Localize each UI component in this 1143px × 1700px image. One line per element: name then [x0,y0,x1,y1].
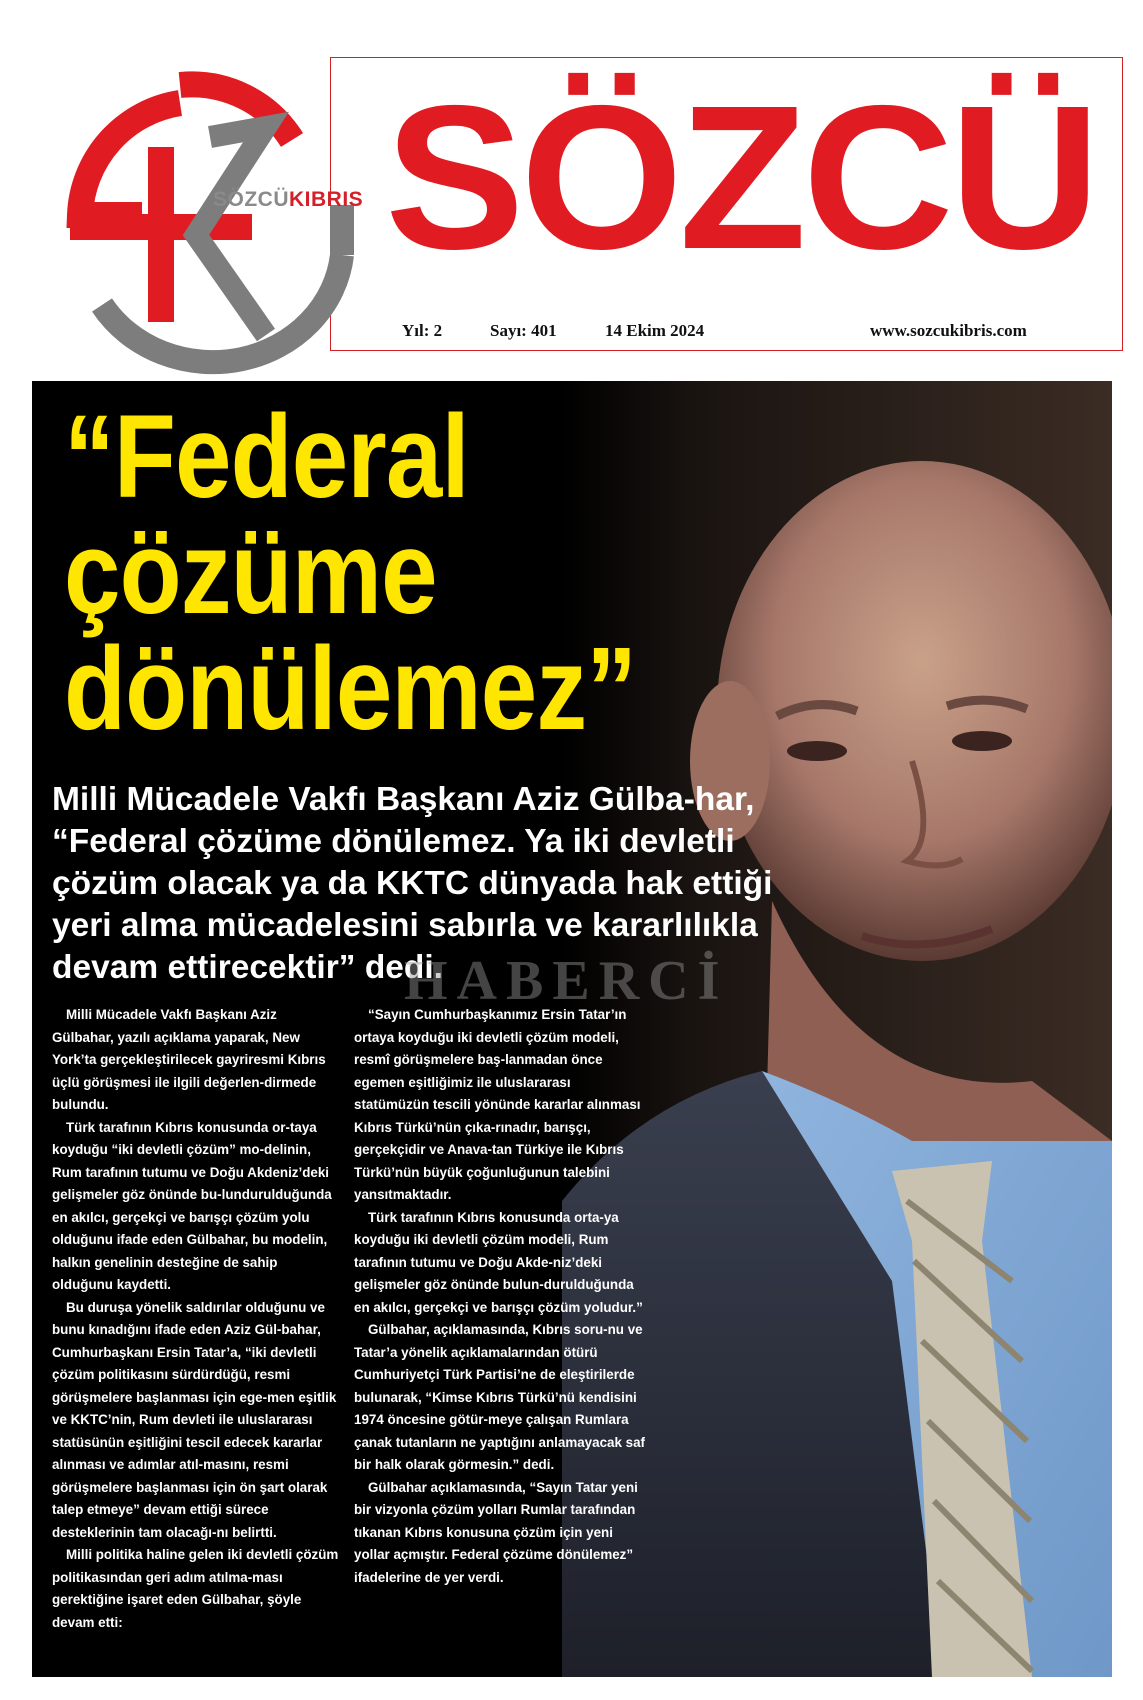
headline-line: “Federal [64,391,469,523]
masthead [30,55,1115,355]
main-story-panel [32,381,1112,1677]
headline-line: dönülemez” [64,623,637,755]
headline [64,391,637,755]
paragraph: Gülbahar, açıklamasında, Kıbrıs soru-nu ve Tatar’a yönelik açıklamalarından ötürü Cumhuriyetçi Türk Partisi’ne de eleştirilerde bulunarak, “Kimse Kıbrıs Türkü’nü kendisini 1974 öncesine götür-meye çalışan Rumlara çanak tutanların ne yaptığını anlamayacak saf bir halk olarak görmesin.” dedi. [354,1322,645,1472]
website-link[interactable]: www.sozcukibris.com [870,321,1027,340]
paragraph: Milli politika haline gelen iki devletli çözüm politikasından geri adım atılma-ması gerektiğine işaret eden Gülbahar, şöyle devam etti: [52,1547,339,1630]
sozcu-kibris-logo-icon [30,55,390,385]
paragraph: Gülbahar açıklamasında, “Sayın Tatar yeni bir vizyonla çözüm yolları Rumlar tarafından tıkanan Kıbrıs konusuna çözüm için yeni yollar açmıştır. Federal çözüme dönülemez” ifadelerine de yer verdi. [354,1479,638,1585]
paragraph: Milli Mücadele Vakfı Başkanı Aziz Gülbahar, yazılı açıklama yaparak, New York’ta gerçekleştirilecek gayriresmi Kıbrıs üçlü görüşmesi ile ilgili değerlen-dirmede bulundu. [52,1007,326,1112]
logo-wordmark: SÖZCÜKIBRIS [213,188,364,211]
issue-number: Sayı: 401 [490,321,557,340]
issue-year: Yıl: 2 [402,321,443,340]
article-column-right [354,1004,646,1589]
paragraph: Türk tarafının Kıbrıs konusunda orta-ya koyduğu iki devletli çözüm modeli, Rum tarafının tutumu ve Doğu Akde-niz’deki gelişmeler göz önünde bulun-durulduğunda en akılcı, gerçekçi ve barışçı çözüm yoludur.” [354,1209,643,1315]
issue-date: 14 Ekim 2024 [605,321,705,340]
paragraph: Türk tarafının Kıbrıs konusunda or-taya koyduğu “iki devletli çözüm” mo-delinin, Rum tarafının tutumu ve Doğu Akdeniz’deki gelişmeler göz önünde bu-lundurulduğunda en akılcı, gerçekçi ve barışçı çözüm yolu olduğunu ifade eden Gülbahar, bu modelin, halkın genelinin desteğine de sahip olduğunu kaydetti. [52,1119,332,1292]
paragraph: Bu duruşa yönelik saldırılar olduğunu ve bunu kınadığını ifade eden Aziz Gül-bahar, Cumhurbaşkanı Ersin Tatar’a, “iki devletli çözüm politikasını sürdürdüğü, resmi görüşmelere başlanması için ege-men eşitlik ve KKTC’nin, Rum devleti ile uluslararası statüsünün eşitliğini tescil edecek kararlar alınması ve adımlar atıl-masını, resmi görüşmelere başlanması için ön şart olarak talep etmeye” devam ettiği sürece desteklerinin tam olacağı-nı belirtti. [52,1299,337,1540]
watermark: HABERCİ [404,950,729,1012]
paragraph: “Sayın Cumhurbaşkanımız Ersin Tatar’ın ortaya koyduğu iki devletli çözüm modeli, resmî görüşmelere baş-lanmadan önce egemen eşitliğimiz ile uluslararası statümüzün tescili yönünde kararlar alınması Kıbrıs Türkü’nün çıka-rınadır, barışçı, gerçekçidir ve Anava-tan Türkiye ile Kıbrıs Türkü’nün büyük çoğunluğunun talebini yansıtmaktadır. [354,1007,641,1202]
headline-line: çözüme [64,507,437,639]
newspaper-brand-title: SÖZCÜ [385,63,1097,292]
article-deck: Milli Mücadele Vakfı Başkanı Aziz Gülba-har, “Federal çözüme dönülemez. Ya iki devletli çözüm olacak ya da KKTC dünyada hak ettiği yeri alma mücadelesini sabırla ve kararlılıkla devam ettirecektir” dedi. [52,781,773,986]
article-column-left [52,1004,340,1634]
